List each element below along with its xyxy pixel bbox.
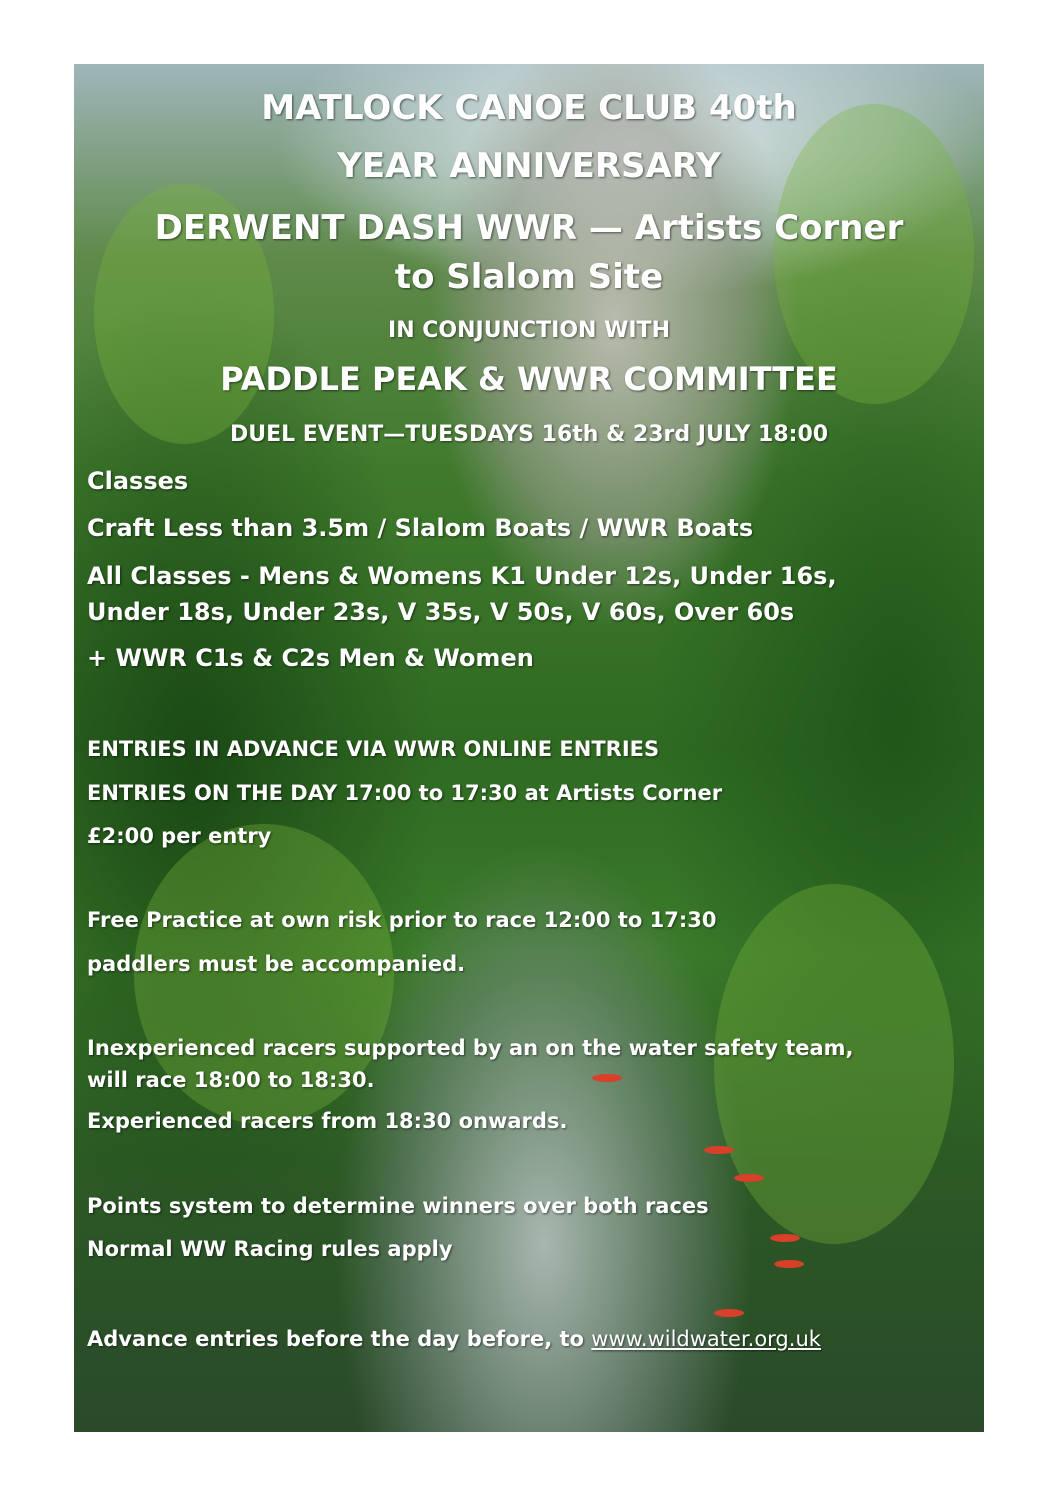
all-classes-line-1: All Classes - Mens & Womens K1 Under 12s, Under 16s, — [87, 562, 837, 590]
conjunction-text: IN CONJUNCTION WITH — [388, 318, 670, 343]
footer-text: Advance entries before the day before, to — [87, 1327, 592, 1351]
practice-line-2: paddlers must be accompanied. — [87, 952, 466, 976]
entries-on-day: ENTRIES ON THE DAY 17:00 to 17:30 at Artists Corner — [87, 781, 723, 805]
kayak-decoration — [714, 1309, 744, 1317]
points-system: Points system to determine winners over both races — [87, 1194, 709, 1218]
event-name-line-2: to Slalom Site — [394, 257, 664, 297]
inexperienced-line-2: will race 18:00 to 18:30. — [87, 1068, 375, 1092]
committee-title: PADDLE PEAK & WWR COMMITTEE — [220, 360, 838, 398]
title-line-1: MATLOCK CANOE CLUB 40th — [261, 88, 797, 128]
craft-classes: Craft Less than 3.5m / Slalom Boats / WWR Boats — [87, 514, 754, 542]
kayak-decoration — [704, 1146, 734, 1154]
practice-line-1: Free Practice at own risk prior to race 12:00 to 17:30 — [87, 908, 717, 932]
wwr-classes: + WWR C1s & C2s Men & Women — [87, 644, 534, 672]
wildwater-link[interactable]: www.wildwater.org.uk — [591, 1327, 821, 1351]
racing-rules: Normal WW Racing rules apply — [87, 1237, 453, 1261]
entry-fee: £2:00 per entry — [87, 824, 272, 848]
event-name-line-1: DERWENT DASH WWR — Artists Corner — [154, 208, 904, 248]
experienced-racers: Experienced racers from 18:30 onwards. — [87, 1109, 568, 1133]
inexperienced-line-1: Inexperienced racers supported by an on the water safety team, — [87, 1036, 854, 1060]
title-line-2: YEAR ANNIVERSARY — [337, 146, 721, 186]
entries-advance: ENTRIES IN ADVANCE VIA WWR ONLINE ENTRIES — [87, 737, 660, 761]
foliage-decoration — [714, 884, 954, 1244]
all-classes-line-2: Under 18s, Under 23s, V 35s, V 50s, V 60s, Over 60s — [87, 598, 795, 626]
classes-heading: Classes — [87, 467, 189, 495]
event-date: DUEL EVENT—TUESDAYS 16th & 23rd JULY 18:00 — [229, 422, 829, 447]
kayak-decoration — [734, 1174, 764, 1182]
footer-line — [87, 1325, 977, 1353]
poster-background — [74, 64, 984, 1432]
